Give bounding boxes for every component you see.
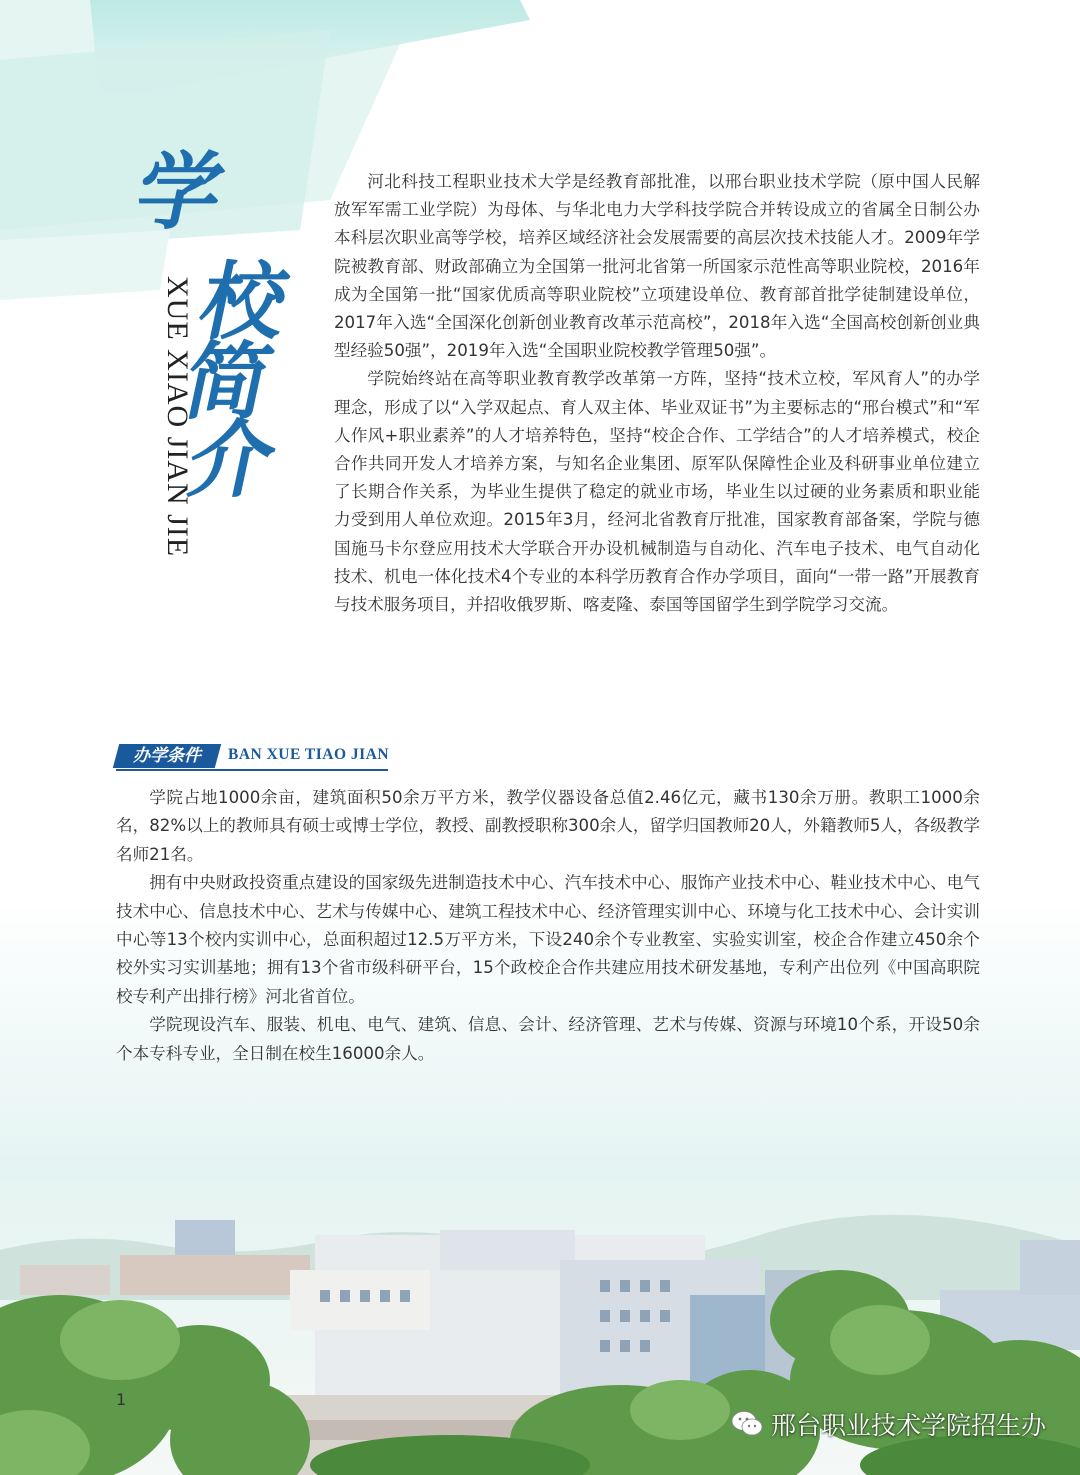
conditions-text	[116, 784, 980, 1068]
title-char-jie: 介	[179, 410, 285, 509]
section-label-badge	[113, 744, 221, 768]
conditions-paragraph-1: 学院占地1000余亩，建筑面积50余万平方米，教学仪器设备总值2.46亿元，藏书130余万册。教职工1000余名，82%以上的教师具有硕士或博士学位，教授、副教授职称300余人，留学归国教师20人，外籍教师5人，各级教学名师21名。	[116, 788, 980, 864]
wechat-icon	[731, 1410, 763, 1438]
section-heading	[116, 742, 416, 772]
section-label-pinyin: BAN XUE TIAO JIAN	[228, 746, 390, 763]
wechat-watermark	[731, 1406, 1046, 1442]
intro-paragraph-1: 河北科技工程职业技术大学是经教育部批准，以邢台职业技术学院（原中国人民解放军军需工业学院）为母体、与华北电力大学科技学院合并转设成立的省属全日制公办本科层次职业高等学校，培养区域经济社会发展需要的高层次技术技能人才。2009年学院被教育部、财政部确立为全国第一批河北省第一所国家示范性高等职业院校，2016年成为全国第一批“国家优质高等职业院校”立项建设单位、教育部首批学徒制建设单位，2017年入选“全国深化创新创业教育改革示范高校”，2018年入选“全国高校创新创业典型经验50强”，2019年入选“全国职业院校教学管理50强”。	[334, 172, 980, 361]
title-char-xiao: 校	[191, 252, 297, 351]
watermark-text: 邢台职业技术学院招生办	[770, 1411, 1046, 1440]
intro-text	[334, 168, 980, 619]
conditions-paragraph-2: 拥有中央财政投资重点建设的国家级先进制造技术中心、汽车技术中心、服饰产业技术中心、鞋业技术中心、电气技术中心、信息技术中心、艺术与传媒中心、建筑工程技术中心、经济管理实训中心、环境与化工技术中心、会计实训中心等13个校内实训中心，总面积超过12.5万平方米，下设240余个专业教室、实验实训室，校企合作建立450余个校外实习实训基地；拥有13个省市级科研平台，15个政校企合作共建应用技术研发基地，专利产出位列《中国高职院校专利产出排行榜》河北省首位。	[116, 873, 980, 1006]
section-label-text: 办学条件	[133, 746, 201, 766]
conditions-paragraph-3: 学院现设汽车、服装、机电、电气、建筑、信息、会计、经济管理、艺术与传媒、资源与环境10个系，开设50余个本专科专业，全日制在校生16000余人。	[116, 1015, 980, 1063]
section-underline	[116, 769, 388, 771]
page-number: 1	[116, 1390, 127, 1409]
title-char-xue: 学	[127, 142, 233, 241]
intro-paragraph-2: 学院始终站在高等职业教育教学改革第一方阵，坚持“技术立校，军风育人”的办学理念，形成了以“入学双起点、育人双主体、毕业双证书”为主要标志的“邢台模式”和“军人作风+职业素养”的人才培养特色，坚持“校企合作、工学结合”的人才培养模式，校企合作共同开发人才培养方案，与知名企业集团、原军队保障性企业及科研事业单位建立了长期合作关系，为毕业生提供了稳定的就业市场，毕业生以过硬的业务素质和职业能力受到用人单位欢迎。2015年3月，经河北省教育厅批准，国家教育部备案，学院与德国施马卡尔登应用技术大学联合开办设机械制造与自动化、汽车电子技术、电气自动化技术、机电一体化技术4个专业的本科学历教育合作办学项目，面向“一带一路”开展教育与技术服务项目，并招收俄罗斯、喀麦隆、泰国等国留学生到学院学习交流。	[334, 369, 980, 615]
page-title-pinyin: XUE XIAO JIAN JIE	[161, 276, 194, 558]
title-char-jian: 简	[175, 332, 281, 431]
